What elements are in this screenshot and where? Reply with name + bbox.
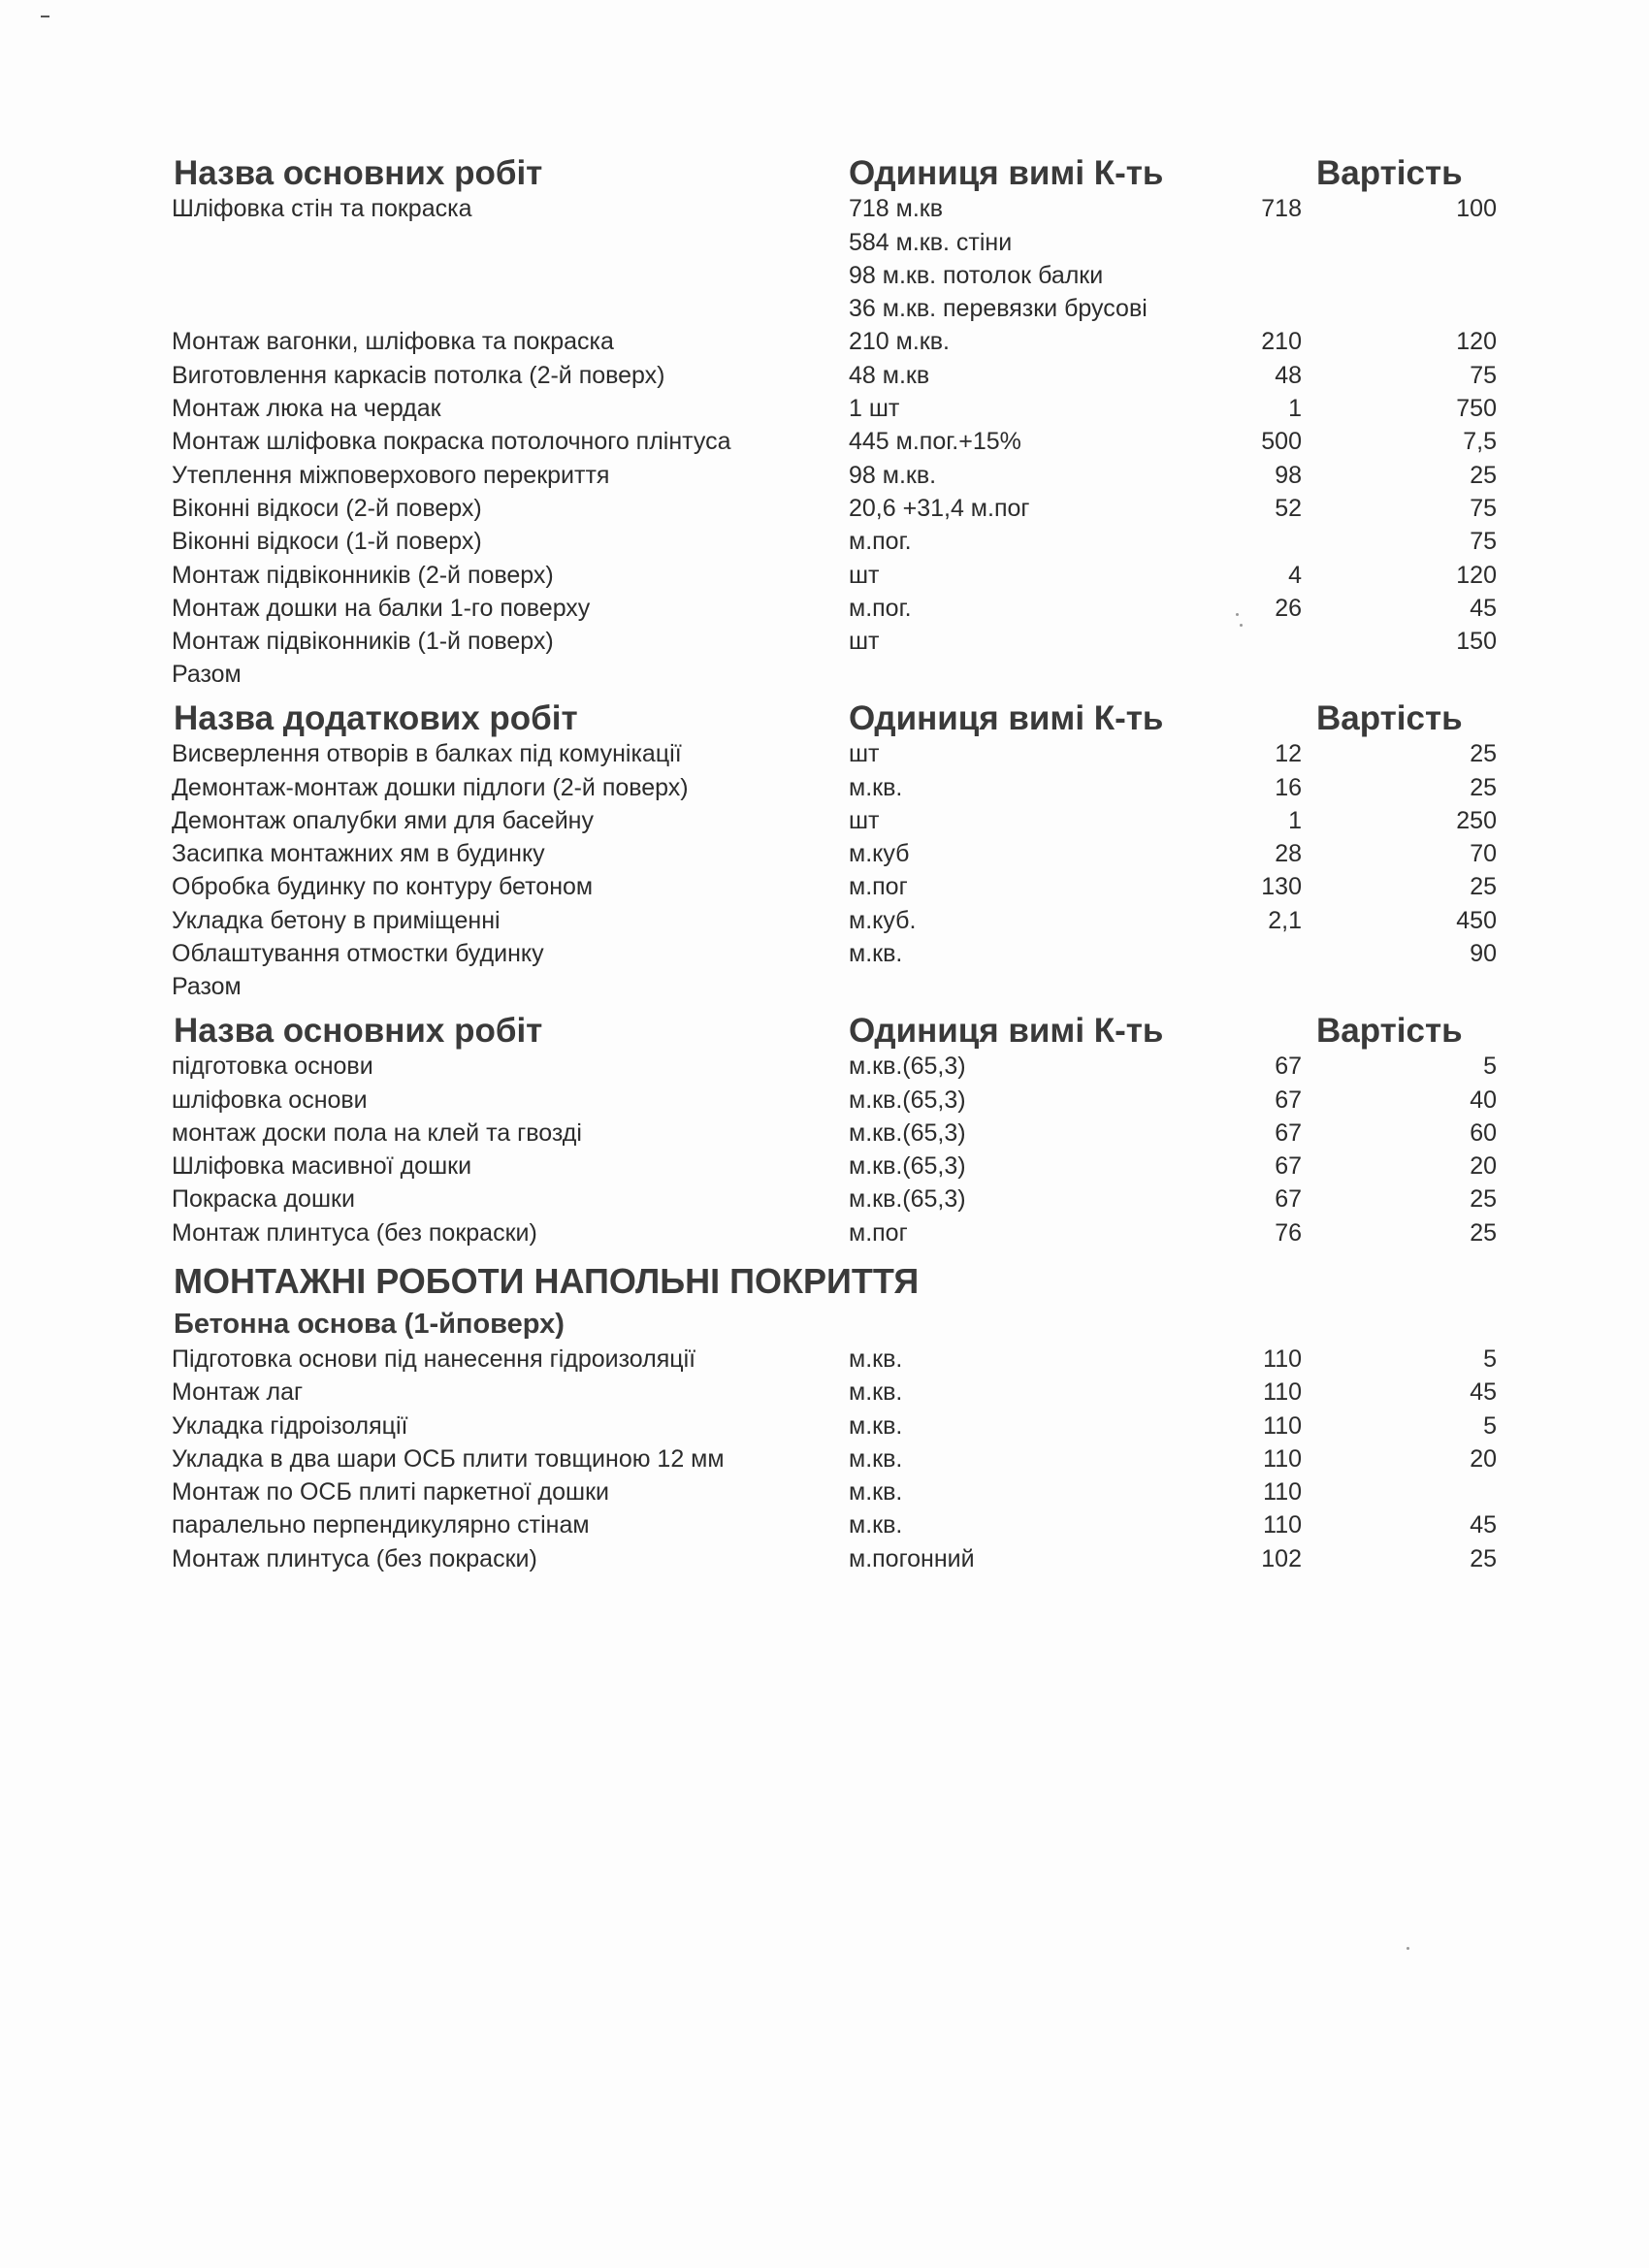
row-unit: м.кв. xyxy=(849,1511,903,1539)
table-row xyxy=(0,1050,1649,1083)
row-price: 120 xyxy=(1456,561,1497,589)
row-unit: 20,6 +31,4 м.пог xyxy=(849,494,1030,522)
row-unit: м.погонний xyxy=(849,1544,975,1572)
row-quantity: 110 xyxy=(1263,1478,1302,1507)
row-price: 7,5 xyxy=(1463,428,1497,456)
row-price: 5 xyxy=(1483,1411,1497,1440)
row-quantity: 110 xyxy=(1263,1345,1302,1373)
row-price: 25 xyxy=(1470,873,1497,901)
row-unit: м.кв.(65,3) xyxy=(849,1185,966,1214)
row-quantity: 28 xyxy=(1275,840,1302,868)
header-unit-qty: Одиниця вимі К-ть xyxy=(849,154,1164,192)
table-row xyxy=(0,804,1649,837)
table-header xyxy=(0,154,1649,192)
row-unit: м.кв.(65,3) xyxy=(849,1118,966,1147)
row-unit: м.пог. xyxy=(849,594,912,622)
row-name: Віконні відкоси (2-й поверх) xyxy=(172,494,482,522)
scan-speck xyxy=(1406,1947,1409,1950)
row-quantity: 16 xyxy=(1275,773,1302,801)
row-price: 70 xyxy=(1470,840,1497,868)
row-name: Монтаж підвіконників (1-й поверх) xyxy=(172,628,554,656)
row-name: Укладка в два шари ОСБ плити товщиною 12 мм xyxy=(172,1444,725,1473)
row-name: Облаштування отмостки будинку xyxy=(172,940,544,968)
row-name: шліфовка основи xyxy=(172,1085,368,1114)
table-row xyxy=(0,970,1649,1003)
row-price: 250 xyxy=(1456,806,1497,834)
table-row xyxy=(0,1409,1649,1442)
row-unit: 48 м.кв xyxy=(849,361,930,389)
header-price: Вартість xyxy=(1316,154,1463,192)
row-price: 100 xyxy=(1456,195,1497,223)
row-name: Разом xyxy=(172,973,242,1001)
row-quantity: 130 xyxy=(1261,873,1302,901)
row-quantity: 67 xyxy=(1275,1053,1302,1081)
row-name: Покраска дошки xyxy=(172,1185,355,1214)
row-name: Монтаж вагонки, шліфовка та покраска xyxy=(172,328,614,356)
row-unit: шт xyxy=(849,806,880,834)
header-unit-qty: Одиниця вимі К-ть xyxy=(849,699,1164,737)
row-price: 450 xyxy=(1456,906,1497,934)
floor-works-section xyxy=(0,1012,1649,1249)
row-price: 120 xyxy=(1456,328,1497,356)
header-name: Назва основних робіт xyxy=(174,154,543,192)
floor-coverings-rows xyxy=(0,1343,1649,1575)
floor-coverings-title: МОНТАЖНІ РОБОТИ НАПОЛЬНІ ПОКРИТТЯ xyxy=(174,1261,920,1301)
row-name: Підготовка основи під нанесення гідроизоляції xyxy=(172,1345,696,1373)
row-unit: шт xyxy=(849,740,880,768)
row-name: Віконні відкоси (1-й поверх) xyxy=(172,528,482,556)
row-unit: м.пог xyxy=(849,1218,908,1247)
additional-works-rows xyxy=(0,737,1649,1003)
row-unit: м.кв. xyxy=(849,1444,903,1473)
row-price: 25 xyxy=(1470,740,1497,768)
row-unit: м.кв. xyxy=(849,1478,903,1507)
row-name: Монтаж по ОСБ плиті паркетної дошки xyxy=(172,1478,609,1507)
row-name: Монтаж дошки на балки 1-го поверху xyxy=(172,594,591,622)
row-price: 25 xyxy=(1470,461,1497,489)
table-header xyxy=(0,1012,1649,1050)
row-price: 25 xyxy=(1470,1218,1497,1247)
row-name: Шліфовка стін та покраска xyxy=(172,195,472,223)
table-row xyxy=(0,625,1649,658)
row-unit: 1 шт xyxy=(849,395,900,423)
concrete-base-subtitle: Бетонна основа (1-йповерх) xyxy=(174,1309,565,1340)
row-unit: м.кв. xyxy=(849,1345,903,1373)
row-unit: м.кв.(65,3) xyxy=(849,1085,966,1114)
table-row xyxy=(0,904,1649,937)
table-row xyxy=(0,325,1649,358)
row-quantity: 2,1 xyxy=(1268,906,1302,934)
row-quantity: 110 xyxy=(1263,1511,1302,1539)
table-row xyxy=(0,259,1649,292)
table-row xyxy=(0,559,1649,592)
table-row xyxy=(0,1150,1649,1183)
row-price: 5 xyxy=(1483,1053,1497,1081)
row-quantity: 67 xyxy=(1275,1085,1302,1114)
row-quantity: 48 xyxy=(1275,361,1302,389)
table-row xyxy=(0,292,1649,325)
row-price: 75 xyxy=(1470,361,1497,389)
table-row xyxy=(0,1117,1649,1150)
row-unit: 210 м.кв. xyxy=(849,328,950,356)
row-name: Монтаж плинтуса (без покраски) xyxy=(172,1544,537,1572)
row-unit: м.кв.(65,3) xyxy=(849,1053,966,1081)
row-name: Шліфовка масивної дошки xyxy=(172,1152,472,1181)
row-quantity: 210 xyxy=(1261,328,1302,356)
row-name: Монтаж люка на чердак xyxy=(172,395,441,423)
row-unit: м.пог. xyxy=(849,528,912,556)
row-quantity: 1 xyxy=(1288,806,1302,834)
row-name: Обробка будинку по контуру бетоном xyxy=(172,873,594,901)
row-name: Укладка бетону в приміщенні xyxy=(172,906,501,934)
table-row xyxy=(0,592,1649,625)
scan-mark xyxy=(41,16,49,17)
row-quantity: 67 xyxy=(1275,1185,1302,1214)
row-unit: м.куб. xyxy=(849,906,917,934)
row-price: 45 xyxy=(1470,1378,1497,1407)
floor-coverings-section xyxy=(0,1343,1649,1575)
header-unit-qty: Одиниця вимі К-ть xyxy=(849,1012,1164,1050)
row-price: 90 xyxy=(1470,940,1497,968)
table-row xyxy=(0,937,1649,970)
row-name: Разом xyxy=(172,661,242,689)
row-quantity: 1 xyxy=(1288,395,1302,423)
table-row xyxy=(0,226,1649,259)
table-row xyxy=(0,1183,1649,1215)
row-quantity: 4 xyxy=(1288,561,1302,589)
row-unit: м.куб xyxy=(849,840,910,868)
row-quantity: 12 xyxy=(1275,740,1302,768)
table-row xyxy=(0,192,1649,225)
table-header xyxy=(0,699,1649,737)
header-price: Вартість xyxy=(1316,699,1463,737)
row-price: 20 xyxy=(1470,1152,1497,1181)
row-price: 5 xyxy=(1483,1345,1497,1373)
table-row xyxy=(0,1216,1649,1249)
table-row xyxy=(0,1084,1649,1117)
table-row xyxy=(0,771,1649,804)
floor-works-rows xyxy=(0,1050,1649,1249)
additional-works-section xyxy=(0,699,1649,1004)
table-row xyxy=(0,870,1649,903)
table-row xyxy=(0,837,1649,870)
row-price: 60 xyxy=(1470,1118,1497,1147)
table-row xyxy=(0,359,1649,392)
row-name: Монтаж шліфовка покраска потолочного плінтуса xyxy=(172,428,731,456)
row-price: 25 xyxy=(1470,1544,1497,1572)
table-row xyxy=(0,492,1649,525)
row-quantity: 102 xyxy=(1261,1544,1302,1572)
table-row xyxy=(0,1542,1649,1575)
table-row xyxy=(0,1508,1649,1541)
row-name: монтаж доски пола на клей та гвозді xyxy=(172,1118,582,1147)
row-unit: 98 м.кв. xyxy=(849,461,937,489)
table-row xyxy=(0,425,1649,458)
row-unit: 36 м.кв. перевязки брусові xyxy=(849,295,1148,323)
row-unit: м.кв. xyxy=(849,1378,903,1407)
row-unit: шт xyxy=(849,561,880,589)
row-name: Монтаж підвіконників (2-й поверх) xyxy=(172,561,554,589)
row-unit: м.кв. xyxy=(849,940,903,968)
table-row xyxy=(0,1475,1649,1508)
table-row xyxy=(0,658,1649,691)
row-name: Утеплення міжповерхового перекриття xyxy=(172,461,610,489)
row-quantity: 67 xyxy=(1275,1152,1302,1181)
row-quantity: 110 xyxy=(1263,1378,1302,1407)
header-name: Назва основних робіт xyxy=(174,1012,543,1050)
row-name: Монтаж лаг xyxy=(172,1378,304,1407)
table-row xyxy=(0,459,1649,492)
row-quantity: 98 xyxy=(1275,461,1302,489)
row-name: Виготовлення каркасів потолка (2-й поверх) xyxy=(172,361,665,389)
row-name: Висверлення отворів в балках під комунікації xyxy=(172,740,682,768)
row-unit: 584 м.кв. стіни xyxy=(849,228,1013,256)
row-quantity: 500 xyxy=(1261,428,1302,456)
row-name: Монтаж плинтуса (без покраски) xyxy=(172,1218,537,1247)
row-unit: шт xyxy=(849,628,880,656)
row-price: 25 xyxy=(1470,773,1497,801)
row-unit: 445 м.пог.+15% xyxy=(849,428,1021,456)
row-unit: 718 м.кв xyxy=(849,195,944,223)
row-name: паралельно перпендикулярно стінам xyxy=(172,1511,590,1539)
row-price: 20 xyxy=(1470,1444,1497,1473)
row-unit: м.кв. xyxy=(849,773,903,801)
row-unit: м.кв.(65,3) xyxy=(849,1152,966,1181)
row-price: 75 xyxy=(1470,494,1497,522)
row-unit: м.кв. xyxy=(849,1411,903,1440)
row-name: Демонтаж-монтаж дошки підлоги (2-й поверх) xyxy=(172,773,689,801)
row-unit: м.пог xyxy=(849,873,908,901)
row-name: Засипка монтажних ям в будинку xyxy=(172,840,545,868)
row-quantity: 110 xyxy=(1263,1411,1302,1440)
main-works-rows xyxy=(0,192,1649,691)
row-name: Демонтаж опалубки ями для басейну xyxy=(172,806,594,834)
header-name: Назва додаткових робіт xyxy=(174,699,578,737)
table-row xyxy=(0,525,1649,558)
row-quantity: 26 xyxy=(1275,594,1302,622)
main-works-section xyxy=(0,154,1649,692)
row-price: 45 xyxy=(1470,1511,1497,1539)
row-price: 150 xyxy=(1456,628,1497,656)
row-quantity: 718 xyxy=(1261,195,1302,223)
row-price: 75 xyxy=(1470,528,1497,556)
row-quantity: 76 xyxy=(1275,1218,1302,1247)
table-row xyxy=(0,392,1649,425)
row-quantity: 67 xyxy=(1275,1118,1302,1147)
row-unit: 98 м.кв. потолок балки xyxy=(849,261,1104,289)
row-price: 25 xyxy=(1470,1185,1497,1214)
table-row xyxy=(0,1376,1649,1409)
table-row xyxy=(0,737,1649,770)
table-row xyxy=(0,1343,1649,1376)
row-name: підготовка основи xyxy=(172,1053,373,1081)
row-quantity: 110 xyxy=(1263,1444,1302,1473)
row-price: 40 xyxy=(1470,1085,1497,1114)
table-row xyxy=(0,1442,1649,1475)
row-name: Укладка гідроізоляції xyxy=(172,1411,408,1440)
row-quantity: 52 xyxy=(1275,494,1302,522)
row-price: 750 xyxy=(1456,395,1497,423)
header-price: Вартість xyxy=(1316,1012,1463,1050)
row-price: 45 xyxy=(1470,594,1497,622)
